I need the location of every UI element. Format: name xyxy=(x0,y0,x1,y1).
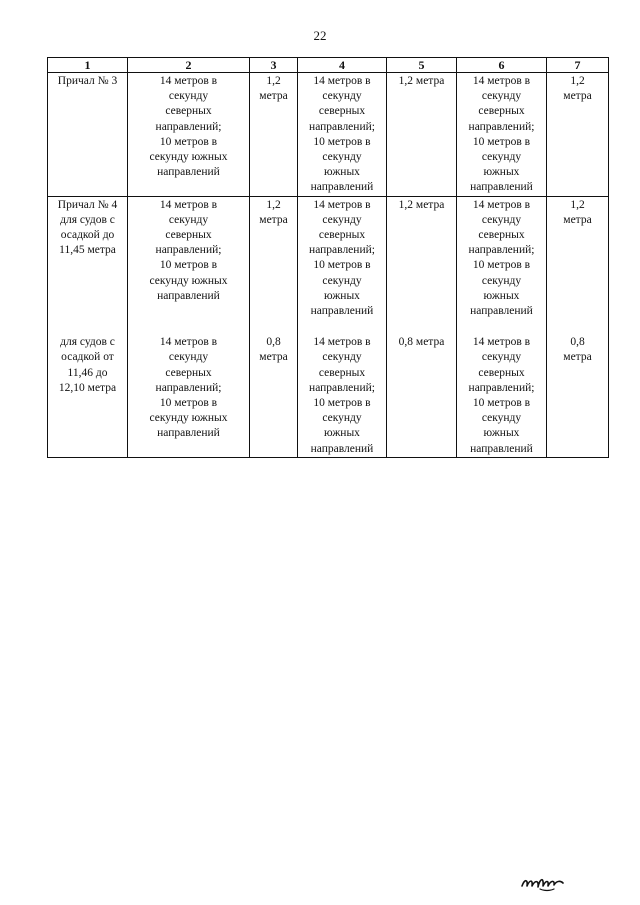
table-row-berth-3 xyxy=(48,73,609,197)
wave-height-cell: 0,8 метра xyxy=(547,319,609,457)
column-header-5: 5 xyxy=(387,58,457,73)
column-header-3: 3 xyxy=(250,58,298,73)
wind-limit-cell: 14 метров в секунду северных направлений; 10 метров в секунду южных направлений xyxy=(298,73,387,197)
column-header-2: 2 xyxy=(128,58,250,73)
wind-limit-cell: 14 метров в секунду северных направлений; 10 метров в секунду южных направлений xyxy=(298,196,387,319)
wind-limit-cell: 14 метров в секунду северных направлений; 10 метров в секунду южных направлений xyxy=(128,319,250,457)
wind-limit-cell: 14 метров в секунду северных направлений; 10 метров в секунду южных направлений xyxy=(457,319,547,457)
page-number: 22 xyxy=(313,28,327,43)
wind-limit-cell: 14 метров в секунду северных направлений; 10 метров в секунду южных направлений xyxy=(128,196,250,319)
column-header-1: 1 xyxy=(48,58,128,73)
wind-limit-cell: 14 метров в секунду северных направлений; 10 метров в секунду южных направлений xyxy=(457,73,547,197)
wave-height-cell: 0,8 метра xyxy=(387,319,457,457)
wave-height-cell: 1,2 метра xyxy=(250,196,298,319)
wind-limit-cell: 14 метров в секунду северных направлений; 10 метров в секунду южных направлений xyxy=(457,196,547,319)
berth-name-cell: Причал № 4 для судов с осадкой до 11,45 метра xyxy=(48,196,128,319)
wave-height-cell: 1,2 метра xyxy=(547,196,609,319)
regulation-table xyxy=(47,57,609,458)
table-row-berth-4 xyxy=(48,196,609,319)
column-header-7: 7 xyxy=(547,58,609,73)
header-row xyxy=(48,58,609,73)
wave-height-cell: 0,8 метра xyxy=(250,319,298,457)
berth-name-cell: Причал № 3 xyxy=(48,73,128,197)
wind-limit-cell: 14 метров в секунду северных направлений; 10 метров в секунду южных направлений xyxy=(298,319,387,457)
column-header-6: 6 xyxy=(457,58,547,73)
wave-height-cell: 1,2 метра xyxy=(547,73,609,197)
wave-height-cell: 1,2 метра xyxy=(387,196,457,319)
wave-height-cell: 1,2 метра xyxy=(250,73,298,197)
table-row-berth-4-deep-draft xyxy=(48,319,609,457)
wave-height-cell: 1,2 метра xyxy=(387,73,457,197)
column-header-4: 4 xyxy=(298,58,387,73)
wind-limit-cell: 14 метров в секунду северных направлений; 10 метров в секунду южных направлений xyxy=(128,73,250,197)
signature-mark xyxy=(520,868,566,894)
berth-name-cell: для судов с осадкой от 11,46 до 12,10 метра xyxy=(48,319,128,457)
